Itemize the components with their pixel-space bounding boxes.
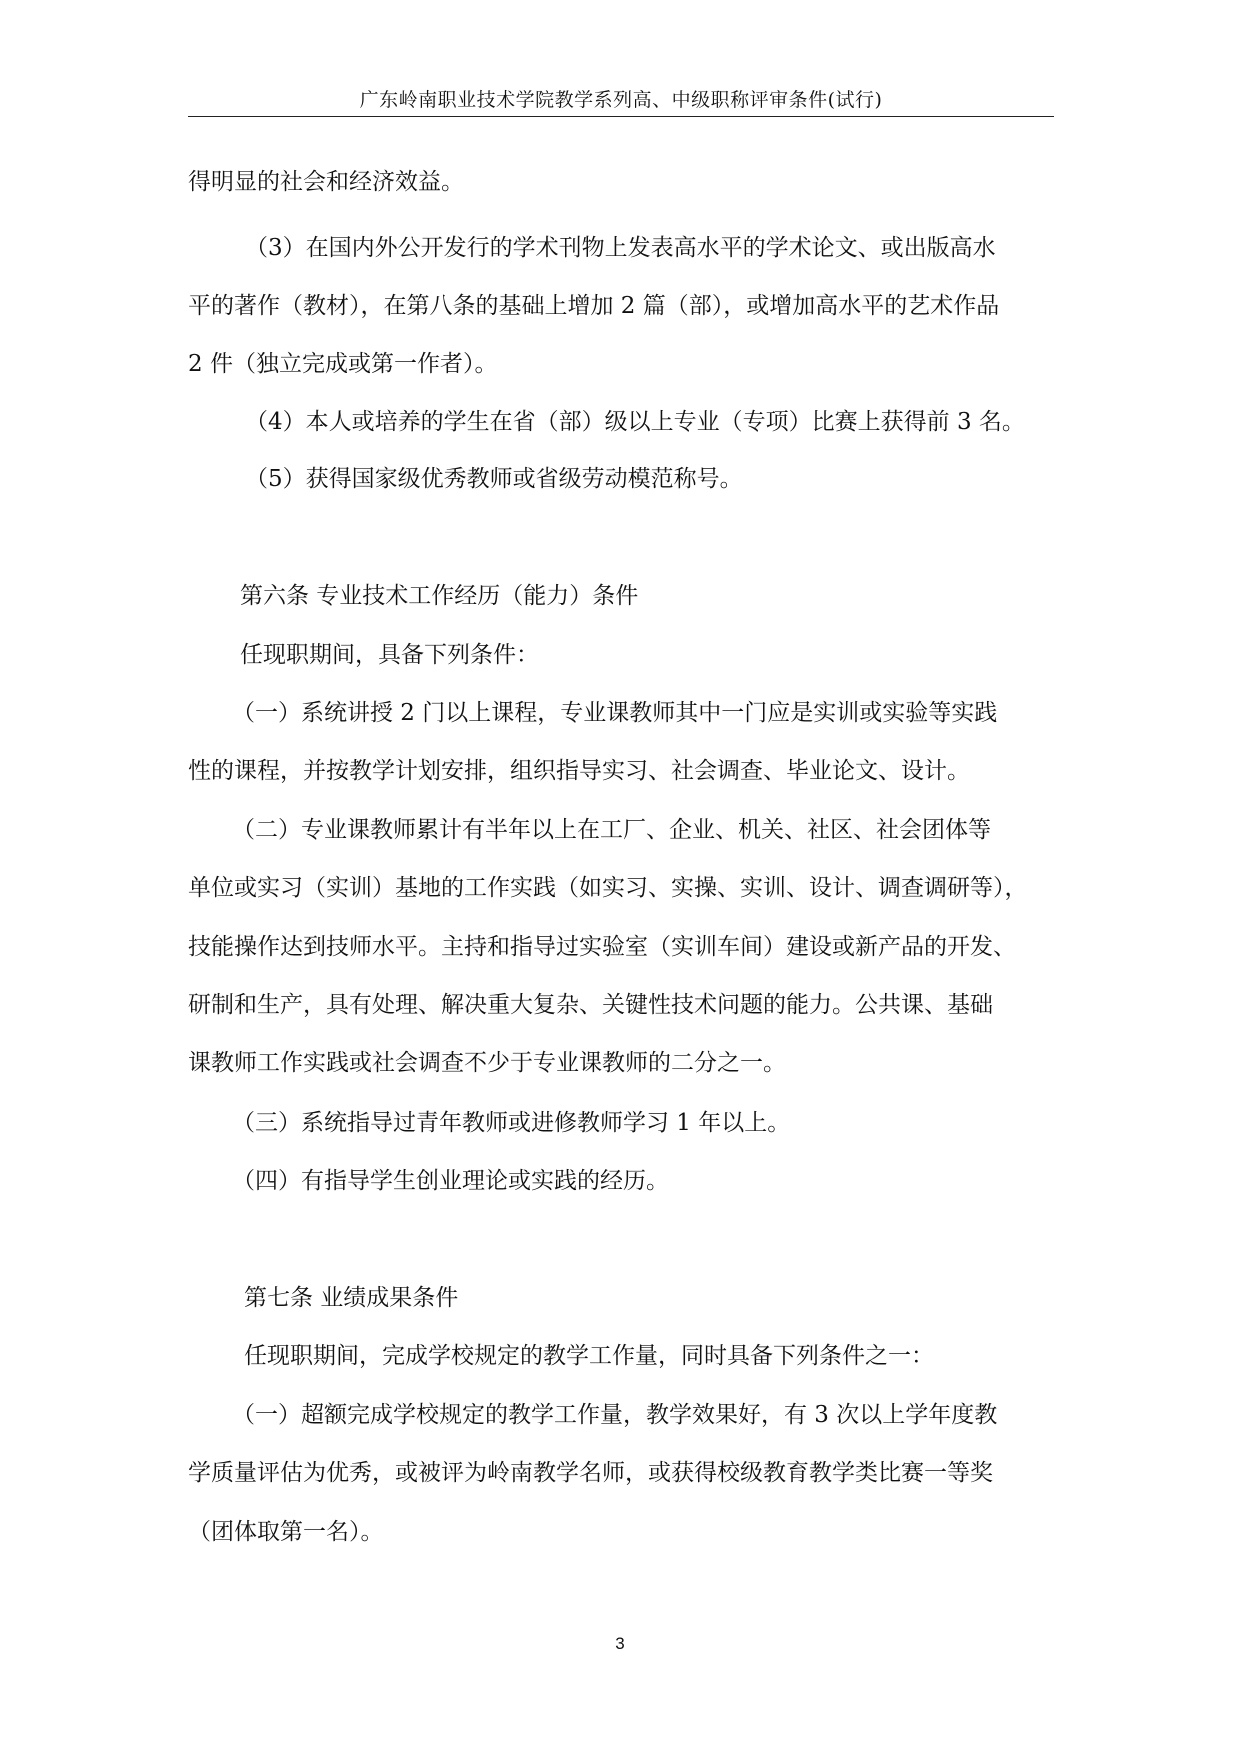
body-line: （4）本人或培养的学生在省（部）级以上专业（专项）比赛上获得前 3 名。 <box>245 409 1025 435</box>
section-heading-article-6: 第六条 专业技术工作经历（能力）条件 <box>240 583 639 609</box>
body-line: 学质量评估为优秀，或被评为岭南教学名师，或获得校级教育教学类比赛一等奖 <box>188 1460 993 1486</box>
body-line: （一）系统讲授 2 门以上课程，专业课教师其中一门应是实训或实验等实践 <box>232 700 998 726</box>
header-divider <box>188 116 1054 117</box>
page-header: 广东岭南职业技术学院教学系列高、中级职称评审条件(试行) <box>359 89 883 111</box>
body-line: （5）获得国家级优秀教师或省级劳动模范称号。 <box>245 466 743 492</box>
body-line: 技能操作达到技师水平。主持和指导过实验室（实训车间）建设或新产品的开发、 <box>188 934 1016 960</box>
body-line: （二）专业课教师累计有半年以上在工厂、企业、机关、社区、社会团体等 <box>232 817 991 843</box>
body-line: 任现职期间，完成学校规定的教学工作量，同时具备下列条件之一： <box>244 1343 934 1369</box>
body-line: （一）超额完成学校规定的教学工作量，教学效果好，有 3 次以上学年度教 <box>232 1402 998 1428</box>
body-line: （团体取第一名）。 <box>188 1519 384 1545</box>
body-line: 单位或实习（实训）基地的工作实践（如实习、实操、实训、设计、调查调研等）， <box>188 875 1028 901</box>
body-line: 性的课程，并按教学计划安排，组织指导实习、社会调查、毕业论文、设计。 <box>188 758 970 784</box>
body-line: 2 件（独立完成或第一作者）。 <box>188 351 498 377</box>
section-heading-article-7: 第七条 业绩成果条件 <box>244 1285 459 1311</box>
body-line: 得明显的社会和经济效益。 <box>188 169 464 195</box>
body-line: 平的著作（教材），在第八条的基础上增加 2 篇（部），或增加高水平的艺术作品 <box>188 293 1000 319</box>
body-line: 研制和生产，具有处理、解决重大复杂、关键性技术问题的能力。公共课、基础 <box>188 992 993 1018</box>
body-line: （3）在国内外公开发行的学术刊物上发表高水平的学术论文、或出版高水 <box>245 235 996 261</box>
body-line: 课教师工作实践或社会调查不少于专业课教师的二分之一。 <box>188 1050 786 1076</box>
body-line: （三）系统指导过青年教师或进修教师学习 1 年以上。 <box>232 1110 791 1136</box>
body-line: 任现职期间，具备下列条件： <box>240 642 539 668</box>
page-number: 3 <box>615 1634 625 1653</box>
body-line: （四）有指导学生创业理论或实践的经历。 <box>232 1168 669 1194</box>
